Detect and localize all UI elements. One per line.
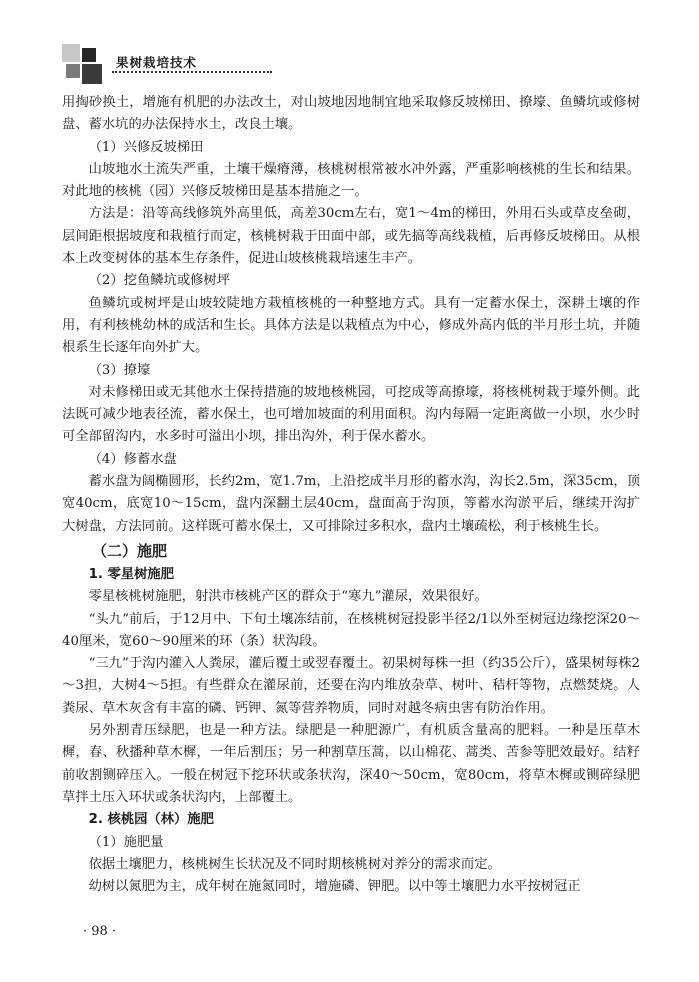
page-header [62, 44, 642, 84]
logo-square-bottom-left [66, 64, 80, 78]
paragraph: “三九”于沟内灌入人粪尿，灌后覆土或翌春覆土。初果树每株一担（约35公斤），盛果树每株2～3担，大树4～5担。有些群众在灌尿前，还要在沟内堆放杂草、树叶、秸杆等物，点燃焚烧。人粪尿、草木灰含有丰富的磷、钙钾、氮等营养物质，同时对越冬病虫害有防治作用。 [62, 656, 640, 716]
paragraph: 另外割青压绿肥，也是一种方法。绿肥是一种肥源广，有机质含量高的肥料。一种是压草木樨，春、秋播种草木樨，一年后割压；另一种割草压蒿，以山棉花、蒿类、苦参等肥效最好。结籽前收割铡碎压入。一般在树冠下挖环状或条状沟，深40～50cm，宽80cm，将草木樨或铡碎绿肥草拌土压入环状或条状沟内，上部覆土。 [62, 723, 640, 805]
running-title: 果树栽培技术 [116, 55, 198, 70]
paragraph: 山坡地水土流失严重，土壤干燥瘠薄，核桃树根常被水冲外露，严重影响核桃的生长和结果。对此地的核桃（园）兴修反坡梯田是基本措施之一。 [62, 161, 640, 200]
paragraph: 零星核桃树施肥，射洪市核桃产区的群众于“寒九”灌尿，效果很好。 [88, 589, 488, 605]
header-dotted-rule [112, 71, 272, 73]
logo-square-bottom-right [82, 64, 102, 84]
logo-square-top-left [62, 44, 80, 62]
logo-square-top-right [82, 48, 96, 62]
paragraph: （4）修蓄水盘 [88, 451, 177, 467]
paragraph: 用掏砂换土，增施有机肥的办法改土，对山坡地因地制宜地采取修反坡梯田、撩壕、鱼鳞坑或修树盘、蓄水坑的办法保持水土，改良土壤。 [62, 95, 640, 133]
subsection-heading: 1. 零星树施肥 [88, 566, 175, 582]
book-logo-icon [62, 44, 102, 84]
section-heading: （二）施肥 [92, 541, 168, 560]
paragraph: “头九”前后，于12月中、下旬土壤冻结前，在核桃树冠投影半径2/1以外至树冠边缘挖深20～40厘米，宽60～90厘米的环（条）状沟段。 [62, 611, 640, 649]
page-number: · 98 · [83, 924, 117, 939]
paragraph: 依据土壤肥力，核桃树生长状况及不同时期核桃树对养分的需求而定。 [88, 856, 501, 872]
subsection-heading: 2. 核桃园（林）施肥 [88, 812, 214, 828]
paragraph: 对未修梯田或无其他水土保持措施的坡地核桃园，可挖成等高撩壕，将核桃树栽于壕外侧。此法既可减少地表径流，蓄水保土，也可增加坡面的利用面积。沟内每隔一定距离做一小坝，水少时可全部留沟内，水多时可溢出小坝，排出沟外，利于保水蓄水。 [62, 384, 640, 445]
paragraph: 方法是：沿等高线修筑外高里低，高差30cm左右，宽1～4m的梯田，外用石头或草皮垒砌，层间距根据坡度和栽植行而定，核桃树栽于田面中部，或先搞等高线栽植，后再修反坡梯田。从根本上改变树体的基本生存条件，促进山坡核桃栽培速生丰产。 [62, 206, 640, 267]
paragraph: （2）挖鱼鳞坑或修树坪 [88, 273, 231, 289]
paragraph: （1）施肥量 [88, 834, 164, 850]
paragraph: 幼树以氮肥为主，成年树在施氮同时，增施磷、钾肥。以中等土壤肥力水平按树冠正 [88, 879, 581, 895]
paragraph: 蓄水盘为阔椭圆形，长约2m，宽1.7m，上沿挖成半月形的蓄水沟，沟长2.5m，深35cm，顶宽40cm，底宽10～15cm，盘内深翻土层40cm，盘面高于沟顶，等蓄水沟淤平后，继续开沟扩大树盘，方法同前。这样既可蓄水保土，又可排除过多积水，盘内土壤疏松，利于核桃生长。 [62, 474, 640, 534]
paragraph: 鱼鳞坑或树坪是山坡较陡地方栽植核桃的一种整地方式。具有一定蓄水保土，深耕土壤的作用，有利核桃幼林的成活和生长。具体方法是以栽植点为中心，修成外高内低的半月形土坑，并随根系生长逐年向外扩大。 [62, 295, 640, 356]
paragraph: （3）撩壕 [88, 362, 151, 378]
page-body [62, 92, 640, 898]
paragraph: （1）兴修反坡梯田 [88, 139, 204, 155]
